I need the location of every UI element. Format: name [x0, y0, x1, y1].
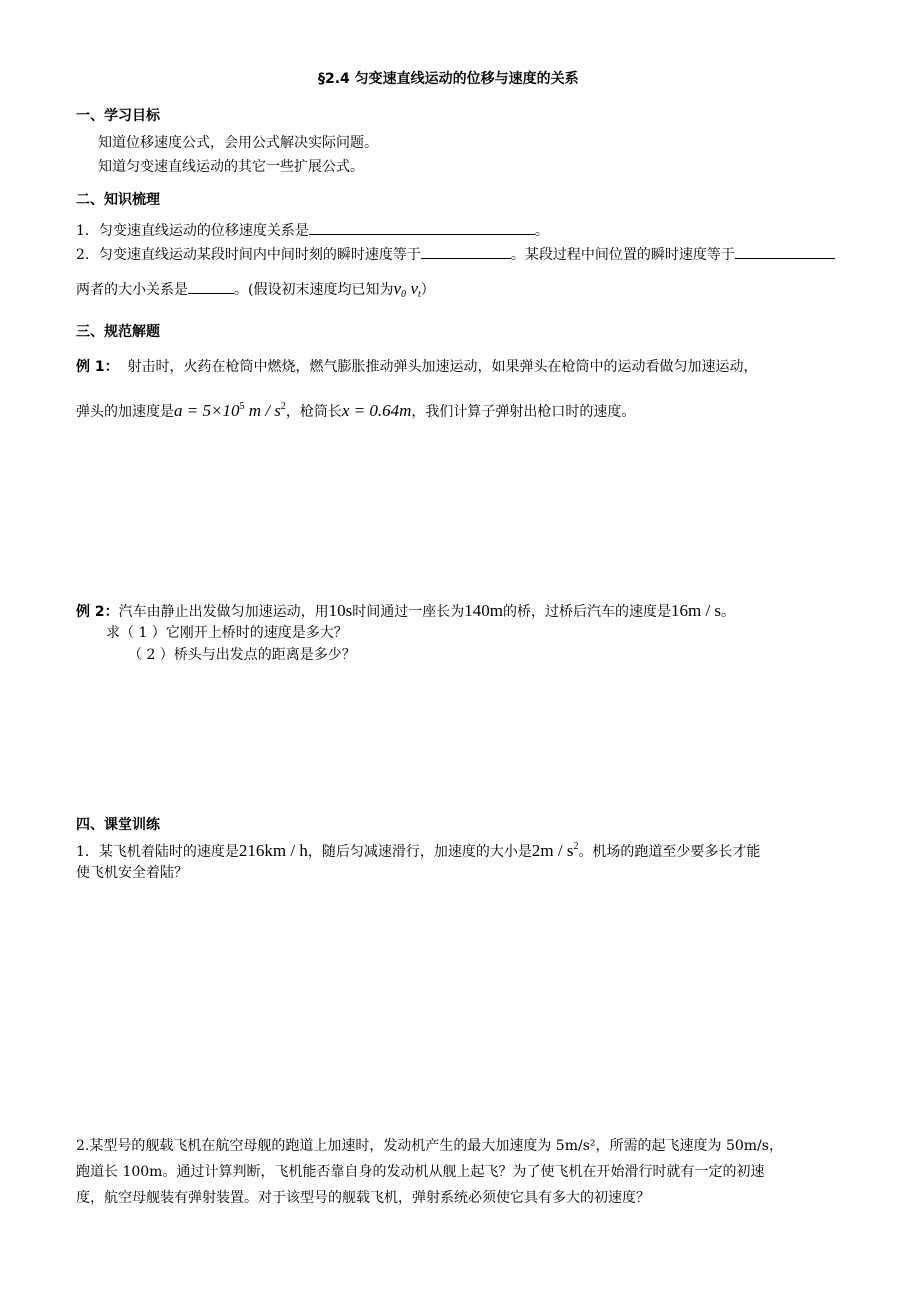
close-paren: ） [420, 282, 435, 298]
q2-line2-text: 两者的大小关系是 [76, 282, 188, 298]
ex2-length: 140m [464, 601, 503, 620]
knowledge-q2-line2 [76, 278, 435, 301]
example1-label: 例 1： [76, 359, 119, 375]
p1-accel: $2m / s^2$ [531, 841, 579, 860]
ex2-time: 10s [328, 601, 353, 620]
accel-formula: $a = 5\times 10^5$ m / $s^2$ [174, 401, 286, 420]
example1-line1 [76, 358, 758, 376]
example2-label: 例 2： [76, 604, 119, 620]
q1-text: 1．匀变速直线运动的位移速度关系是 [76, 223, 309, 239]
example1-text-b: ，枪筒长 [285, 404, 342, 420]
section-heading-knowledge: 二、知识梳理 [76, 192, 160, 208]
q2-line2-suffix: 。(假设初末速度均已知为 [234, 282, 394, 298]
practice2-line2: 跑道长 100m。通过计算判断，飞机能否靠自身的发动机从舰上起飞？为了使飞机在开始滑行时就有一定的初速 [76, 1164, 765, 1180]
example2-q2: （ 2 ）桥头与出发点的距离是多少？ [128, 647, 356, 663]
goal-item: 知道位移速度公式，会用公式解决实际问题。 [98, 135, 378, 151]
example1-line2 [76, 400, 635, 422]
fill-blank[interactable] [735, 244, 835, 259]
ex2-speed: 16m / s [670, 601, 722, 620]
fill-blank[interactable] [188, 279, 234, 294]
practice2-line1: 2.某型号的舰载飞机在航空母舰的跑道上加速时，发动机产生的最大加速度为 5m/s²，所需的起飞速度为 50m/s， [76, 1138, 783, 1154]
example1-text-a: 弹头的加速度是 [76, 404, 174, 420]
p1-speed: 216km / h [238, 841, 308, 860]
knowledge-q2 [76, 244, 835, 264]
practice1-line1: 1．某飞机着陆时的速度是216km / h，随后匀减速滑行，加速度的大小是$2m / s^2$。机场的跑道至少要多长才能 [76, 841, 761, 860]
section-heading-examples: 三、规范解题 [76, 324, 160, 340]
q1-suffix: 。 [534, 223, 549, 239]
example2-line1: 例 2：汽车由静止出发做匀加速运动，用10s时间通过一座长为140m的桥，过桥后汽车的速度是16m / s。 [76, 601, 736, 620]
example1-text-c: ，我们计算子弹射出枪口时的速度。 [411, 404, 636, 420]
example1-text: 射击时，火药在枪筒中燃烧，燃气膨胀推动弹头加速运动，如果弹头在枪筒中的运动看做匀加速运动， [127, 359, 758, 375]
length-formula: x = 0.64m [341, 401, 412, 420]
fill-blank[interactable] [421, 244, 511, 259]
goal-item: 知道匀变速直线运动的其它一些扩展公式。 [98, 159, 364, 175]
example2-q1: 求（ 1 ）它刚开上桥时的速度是多大？ [106, 625, 348, 641]
page-title: §2.4 匀变速直线运动的位移与速度的关系 [318, 71, 579, 87]
practice1-line2: 使飞机安全着陆？ [76, 865, 188, 881]
symbol-vt: $v_t$ [410, 279, 421, 300]
section-heading-practice: 四、课堂训练 [76, 817, 160, 833]
practice2-line3: 度，航空母舰装有弹射装置。对于该型号的舰载飞机，弹射系统必须使它具有多大的初速度？ [76, 1190, 650, 1206]
section-heading-goals: 一、学习目标 [76, 108, 160, 124]
q2-text: 2．匀变速直线运动某段时间内中间时刻的瞬时速度等于 [76, 247, 421, 263]
q2-mid: 。某段过程中间位置的瞬时速度等于 [510, 247, 735, 263]
symbol-v0: $v_0$ [393, 279, 407, 300]
knowledge-q1 [76, 220, 549, 240]
fill-blank[interactable] [309, 220, 535, 235]
